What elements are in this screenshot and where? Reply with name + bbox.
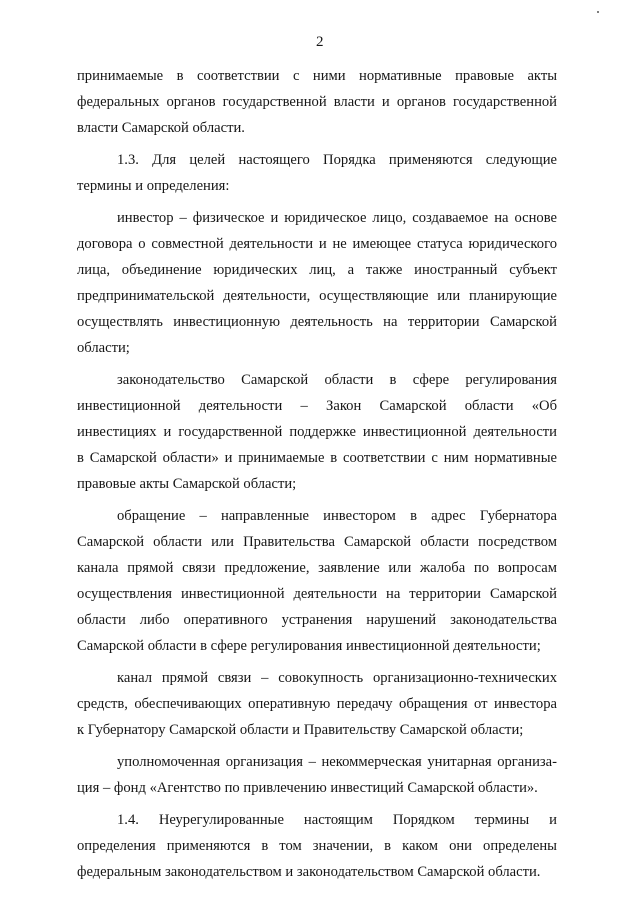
text-line: инвестиционной деятельности – Закон Самарской области «Об	[77, 398, 557, 414]
paragraph-investor-definition	[77, 205, 557, 361]
text-line: канала прямой связи предложение, заявление или жалоба по вопросам	[77, 560, 557, 576]
text-line: области либо оперативного устранения нарушений законодательства	[77, 612, 557, 628]
text-line: законодательство Самарской области в сфере регулирования	[117, 372, 557, 388]
text-line: в Самарской области» и принимаемые в соответствии с ним нормативные	[77, 450, 557, 466]
text-line: федеральных органов государственной власти и органов государственной	[77, 94, 557, 110]
text-line: договора о совместной деятельности и не имеющее статуса юридического	[77, 236, 557, 252]
text-line: области;	[77, 340, 130, 356]
text-line: термины и определения:	[77, 178, 230, 194]
text-line: предпринимательской деятельности, осуществляющие или планирующие	[77, 288, 557, 304]
text-line: власти Самарской области.	[77, 120, 245, 136]
text-line: канал прямой связи – совокупность организационно-технических	[117, 670, 557, 686]
text-line: ция – фонд «Агентство по привлечению инвестиций Самарской области».	[77, 780, 538, 796]
text-line: Самарской области или Правительства Самарской области посредством	[77, 534, 557, 550]
paragraph-channel-definition	[77, 665, 557, 743]
text-line: средств, обеспечивающих оперативную передачу обращения от инвестора	[77, 696, 557, 712]
paragraph-continuation	[77, 63, 557, 141]
text-line: уполномоченная организация – некоммерческая унитарная организа-	[117, 754, 557, 770]
text-line: правовые акты Самарской области;	[77, 476, 297, 492]
scan-speck	[597, 11, 599, 13]
text-line: принимаемые в соответствии с ними нормативные правовые акты	[77, 68, 557, 84]
text-line: 1.4. Неурегулированные настоящим Порядком термины и	[117, 812, 557, 828]
paragraph-organization-definition	[77, 749, 557, 801]
text-line: инвестор – физическое и юридическое лицо, создаваемое на основе	[117, 210, 557, 226]
document-body	[77, 63, 557, 885]
text-line: обращение – направленные инвестором в адрес Губернатора	[117, 508, 557, 524]
text-line: к Губернатору Самарской области и Правительству Самарской области;	[77, 722, 524, 738]
text-line: федеральным законодательством и законодательством Самарской области.	[77, 864, 541, 880]
paragraph-appeal-definition	[77, 503, 557, 659]
text-line: осуществлять инвестиционную деятельность на территории Самарской	[77, 314, 557, 330]
text-line: 1.3. Для целей настоящего Порядка применяются следующие	[117, 152, 557, 168]
page-number: 2	[316, 34, 324, 50]
text-line: лица, объединение юридических лиц, а также иностранный субъект	[77, 262, 557, 278]
paragraph-1-3	[77, 147, 557, 199]
text-line: осуществления инвестиционной деятельности на территории Самарской	[77, 586, 557, 602]
text-line: Самарской области в сфере регулирования инвестиционной деятельности;	[77, 638, 541, 654]
paragraph-1-4	[77, 807, 557, 885]
paragraph-legislation-definition	[77, 367, 557, 497]
text-line: инвестициях и государственной поддержке инвестиционной деятельности	[77, 424, 557, 440]
text-line: определения применяются в том значении, в каком они определены	[77, 838, 557, 854]
